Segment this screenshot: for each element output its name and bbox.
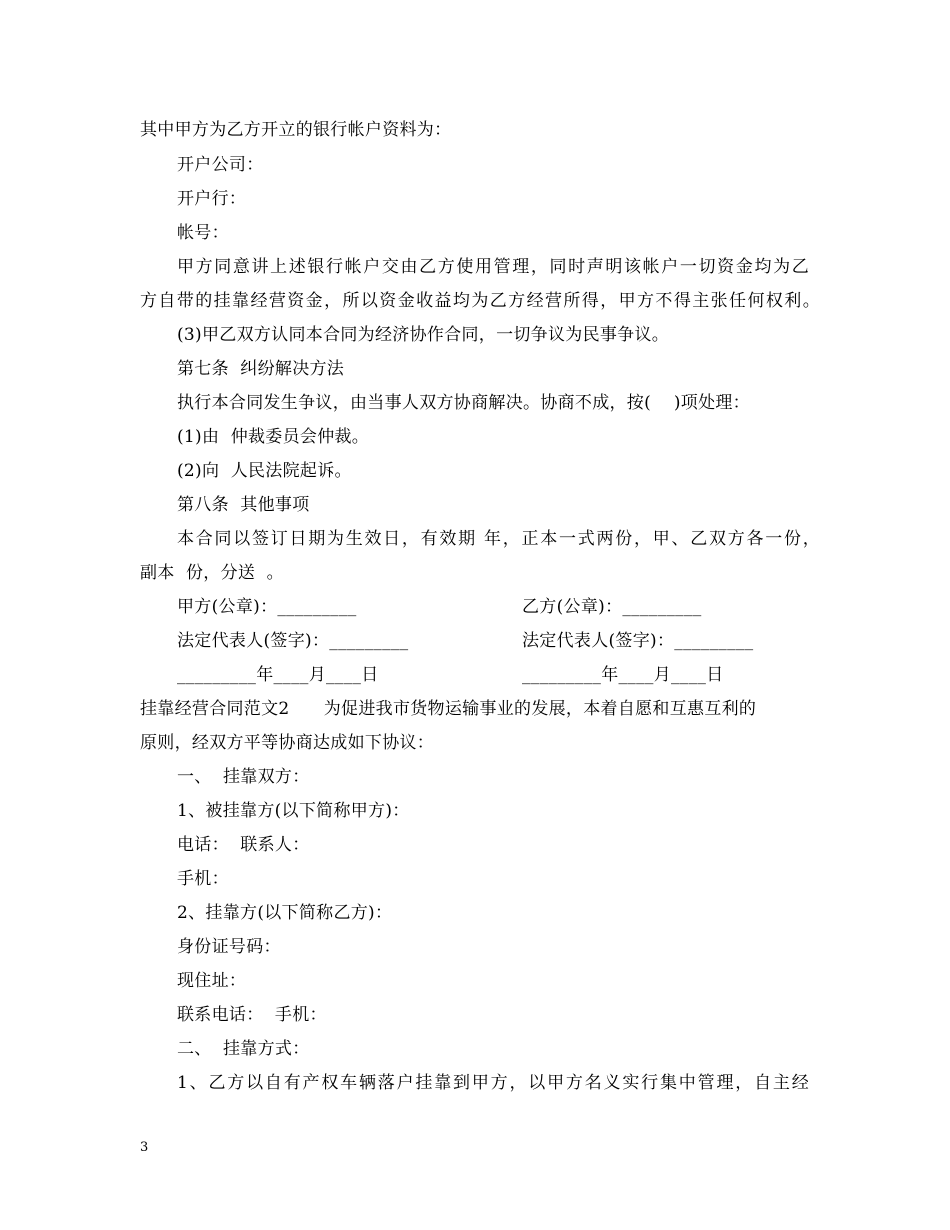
text-line: 1、被挂靠方(以下简称甲方)： [177, 801, 410, 821]
text-line: 身份证号码： [177, 937, 281, 957]
signature-party-b: 乙方(公章)：_________ [522, 597, 702, 617]
date-party-b: _________年____月____日 [522, 665, 724, 685]
signature-party-a: 甲方(公章)：_________ [177, 597, 357, 617]
text-line: 副本 份，分送 。 [140, 563, 284, 583]
text-line: 帐号： [177, 223, 229, 243]
text-line: 2、挂靠方(以下简称乙方)： [177, 903, 393, 923]
page-number: 3 [140, 1140, 149, 1155]
text-line: 手机： [177, 869, 229, 889]
representative-party-b: 法定代表人(签字)：_________ [522, 631, 754, 651]
text-line: 现住址： [177, 971, 247, 991]
text-line: 本合同以签订日期为生效日，有效期 年，正本一式两份，甲、乙双方各一份， [177, 529, 820, 549]
text-line: 开户行： [177, 189, 247, 209]
text-line: 开户公司： [177, 155, 264, 175]
representative-party-a: 法定代表人(签字)：_________ [177, 631, 409, 651]
section-heading: 一、 挂靠双方： [177, 767, 310, 787]
section-heading: 二、 挂靠方式： [177, 1039, 310, 1059]
text-line: 电话： 联系人： [177, 835, 310, 855]
date-party-a: _________年____月____日 [177, 665, 379, 685]
text-line: 1、乙方以自有产权车辆落户挂靠到甲方，以甲方名义实行集中管理，自主经 [177, 1073, 809, 1093]
section-heading: 第七条 纠纷解决方法 [177, 359, 345, 379]
text-line: 方自带的挂靠经营资金，所以资金收益均为乙方经营所得，甲方不得主张任何权利。 [140, 291, 820, 311]
text-line: 执行本合同发生争议，由当事人双方协商解决。协商不成，按( )项处理： [177, 393, 750, 413]
text-line: 甲方同意讲上述银行帐户交由乙方使用管理，同时声明该帐户一切资金均为乙 [177, 257, 809, 277]
text-line: 原则，经双方平等协商达成如下协议： [140, 733, 435, 753]
text-line: 挂靠经营合同范文2 为促进我市货物运输事业的发展，本着自愿和互惠互利的 [140, 699, 757, 719]
text-line: 联系电话： 手机： [177, 1005, 327, 1025]
text-line: (1)由 仲裁委员会仲裁。 [177, 427, 370, 447]
text-line: (2)向 人民法院起诉。 [177, 461, 352, 481]
text-line: 其中甲方为乙方开立的银行帐户资料为： [140, 120, 452, 140]
section-heading: 第八条 其他事项 [177, 495, 310, 515]
text-line: (3)甲乙双方认同本合同为经济协作合同，一切争议为民事争议。 [177, 325, 670, 345]
